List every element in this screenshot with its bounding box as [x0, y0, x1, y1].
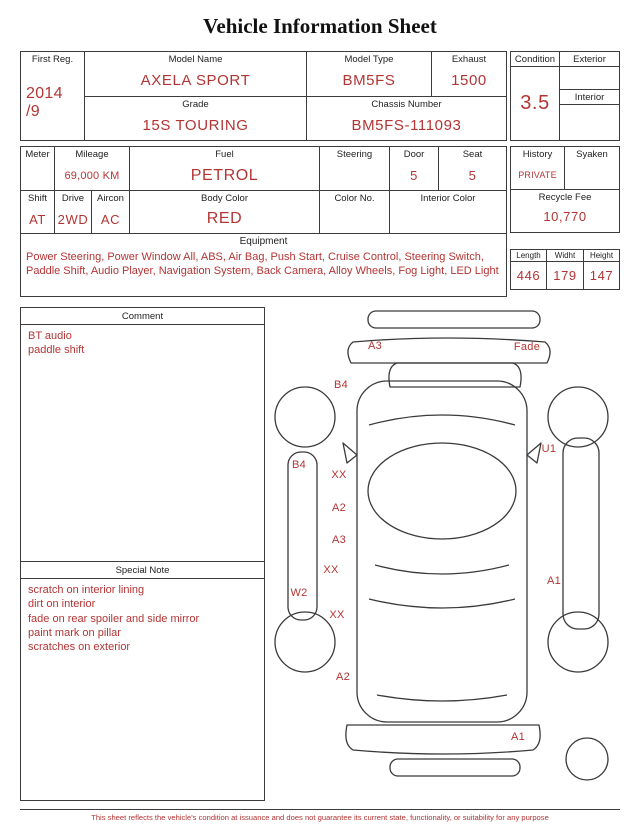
- right-column: [510, 146, 620, 290]
- page-title: Vehicle Information Sheet: [203, 14, 437, 38]
- condition-value: 3.5: [520, 92, 550, 114]
- equipment-value: Power Steering, Power Window All, ABS, Air Bag, Push Start, Cruise Control, Steering Switch, Paddle Shift, Audio Player, Navigation System, Back Camera, Alloy Wheels, Fog Light, LED Light: [26, 251, 499, 278]
- history-row: [511, 147, 619, 190]
- length-value: 446: [516, 268, 541, 283]
- disclaimer-footer: This sheet reflects the vehicle's condition at issuance and does not guarantee its current state, functionality, or suitability for any purpose: [20, 809, 620, 824]
- damage-mark-a2: A2: [331, 502, 347, 514]
- syaken-value: [565, 161, 619, 189]
- damage-mark-xx: XX: [329, 609, 345, 621]
- registration-right: [85, 52, 506, 140]
- height-label-cell: [584, 250, 619, 261]
- dimensions-values: [511, 262, 619, 289]
- body-color-cell: [130, 191, 320, 233]
- damage-mark-xx: XX: [323, 564, 339, 576]
- middle-band: [20, 146, 620, 297]
- history-cell: [511, 147, 565, 189]
- mileage-value: 69,000 KM: [64, 169, 120, 182]
- comment-header: Comment: [21, 308, 264, 325]
- damage-mark-b4: B4: [333, 379, 349, 391]
- car-diagram: [265, 307, 620, 801]
- diagram-marks: [265, 307, 620, 801]
- damage-mark-a3: A3: [331, 534, 347, 546]
- length-label-cell: [511, 250, 547, 261]
- condition-cell: [511, 52, 560, 140]
- height-label: Height: [589, 251, 614, 260]
- steering-cell: [320, 147, 390, 190]
- special-note-line: scratch on interior lining: [28, 584, 145, 596]
- door-label: Door: [403, 149, 425, 160]
- damage-mark-a1: A1: [510, 731, 526, 743]
- shift-cell: [21, 191, 55, 233]
- model-type-value: BM5FS: [342, 72, 396, 90]
- equipment-section: [21, 234, 506, 296]
- chassis-number-cell: [307, 97, 506, 141]
- history-value: PRIVATE: [518, 170, 557, 180]
- width-value-cell: [547, 262, 584, 289]
- comment-line: BT audio: [28, 330, 72, 342]
- interior-color-label: Interior Color: [420, 193, 476, 204]
- model-type-label: Model Type: [344, 54, 394, 65]
- recycle-fee-label: Recycle Fee: [538, 192, 592, 203]
- grade-cell: [85, 97, 307, 141]
- notes-column: [20, 307, 265, 801]
- mileage-cell: [55, 147, 130, 190]
- history-table: [510, 146, 620, 233]
- length-value-cell: [511, 262, 547, 289]
- drive-label: Drive: [61, 193, 85, 204]
- meter-value: [21, 161, 54, 190]
- aircon-value: AC: [100, 211, 121, 227]
- interior-value: [560, 105, 619, 140]
- exhaust-label: Exhaust: [451, 54, 487, 65]
- meter-cell: [21, 147, 55, 190]
- dimensions-labels: [511, 250, 619, 262]
- door-value: 5: [410, 168, 418, 183]
- top-band: [20, 51, 620, 141]
- exterior-value: [560, 67, 619, 90]
- special-note-line: dirt on interior: [28, 598, 96, 611]
- color-no-value: [320, 205, 389, 233]
- equipment-label: Equipment: [239, 236, 288, 247]
- exhaust-cell: [432, 52, 506, 96]
- specs-row-1: [21, 147, 506, 191]
- damage-mark-b4: B4: [291, 459, 307, 471]
- registration-table: [20, 51, 507, 141]
- model-name-cell: [85, 52, 307, 96]
- mileage-label: Mileage: [75, 149, 109, 160]
- damage-mark-u1: U1: [541, 443, 557, 455]
- aircon-label: Aircon: [97, 193, 124, 204]
- height-value: 147: [589, 268, 614, 283]
- shift-label: Shift: [27, 193, 47, 204]
- steering-value: [320, 161, 389, 190]
- door-cell: [390, 147, 439, 190]
- drive-cell: [55, 191, 92, 233]
- interior-label: Interior: [560, 90, 619, 105]
- grade-value: 15S TOURING: [142, 116, 249, 134]
- special-note-body: [21, 579, 264, 800]
- seat-label: Seat: [462, 149, 483, 160]
- shift-value: AT: [29, 211, 46, 227]
- interior-color-value: [390, 205, 506, 233]
- steering-label: Steering: [336, 149, 373, 160]
- comment-line: paddle shift: [28, 344, 85, 357]
- first-reg-label: First Reg.: [31, 54, 74, 65]
- dimensions-table: [510, 249, 620, 290]
- height-value-cell: [584, 262, 619, 289]
- registration-row-2: [85, 97, 506, 141]
- color-no-label: Color No.: [334, 193, 375, 204]
- condition-table: [510, 51, 620, 141]
- seat-value: 5: [468, 168, 477, 183]
- special-note-line: fade on rear spoiler and side mirror: [28, 612, 200, 625]
- body-color-label: Body Color: [201, 193, 248, 204]
- syaken-cell: [565, 147, 619, 189]
- color-no-cell: [320, 191, 390, 233]
- specs-table: [20, 146, 507, 297]
- drive-value: 2WD: [57, 211, 89, 227]
- model-name-value: AXELA SPORT: [140, 72, 251, 90]
- special-note-line: scratches on exterior: [28, 641, 131, 654]
- fuel-value: PETROL: [190, 166, 259, 184]
- fuel-label: Fuel: [215, 149, 234, 160]
- recycle-fee-value: 10,770: [543, 208, 587, 224]
- bottom-band: [20, 307, 620, 801]
- seat-cell: [439, 147, 506, 190]
- chassis-number-value: BM5FS-111093: [351, 116, 462, 134]
- width-value: 179: [553, 268, 577, 283]
- model-name-label: Model Name: [168, 54, 223, 65]
- registration-row-1: [85, 52, 506, 97]
- model-type-cell: [307, 52, 432, 96]
- width-label: Widht: [554, 251, 576, 260]
- interior-color-cell: [390, 191, 506, 233]
- length-label: Length: [516, 251, 541, 260]
- first-reg-value: [21, 66, 84, 140]
- first-reg-cell: [21, 52, 85, 140]
- special-note-line: paint mark on pillar: [28, 626, 121, 639]
- special-note-header: Special Note: [21, 561, 264, 579]
- chassis-number-label: Chassis Number: [371, 98, 442, 110]
- comment-body: [21, 325, 264, 561]
- condition-label: Condition: [511, 52, 559, 67]
- fuel-cell: [130, 147, 320, 190]
- exhaust-value: 1500: [451, 72, 487, 90]
- damage-mark-fade: Fade: [513, 341, 541, 353]
- damage-mark-xx: XX: [331, 469, 347, 481]
- history-label: History: [522, 149, 553, 160]
- aircon-cell: [92, 191, 130, 233]
- exterior-label: Exterior: [560, 52, 619, 67]
- damage-mark-a3: A3: [367, 340, 383, 352]
- exterior-interior-cell: [560, 52, 619, 140]
- first-reg-month: /9: [26, 103, 40, 120]
- first-reg-year: 2014: [26, 84, 63, 102]
- recycle-fee-cell: [511, 190, 619, 228]
- damage-mark-a1: A1: [546, 575, 562, 587]
- width-label-cell: [547, 250, 584, 261]
- meter-label: Meter: [25, 149, 50, 160]
- damage-mark-w2: W2: [290, 587, 308, 599]
- syaken-label: Syaken: [576, 149, 608, 160]
- specs-row-2: [21, 191, 506, 234]
- damage-mark-a2: A2: [335, 671, 351, 683]
- body-color-value: RED: [206, 210, 243, 227]
- grade-label: Grade: [182, 98, 209, 110]
